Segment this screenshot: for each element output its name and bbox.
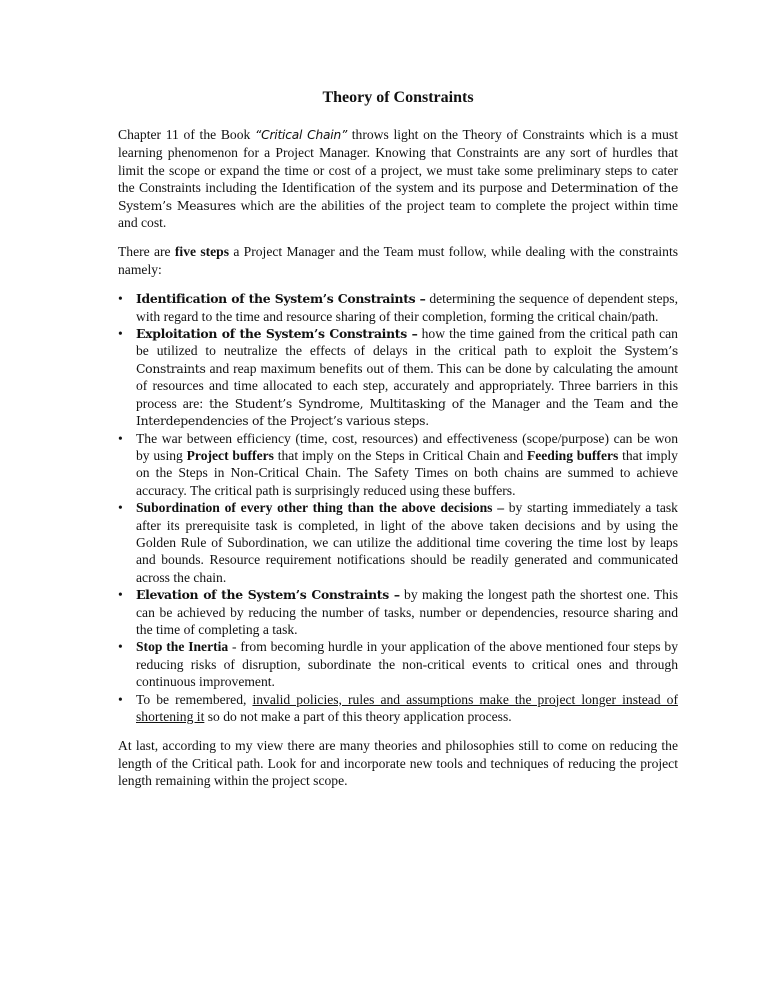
conclusion-paragraph: At last, according to my view there are many theories and philosophies still to come on reducing the length of the Critical path. Look for and incorporate new tools and techniques of reducing the project length remaining within the project scope. [118,738,678,789]
list-item [118,638,678,690]
underlined-warning: invalid policies, rules and assumptions make the project longer instead of shortening it [136,691,679,724]
list-item [118,325,678,429]
system-measures-phrase: Determination of the System’s Measures [118,180,678,213]
intro-text-3: which are the abilities of the project team to complete the project within time and cost. [118,197,678,231]
document-page [118,88,678,802]
bullet-5-heading: Elevation of the System’s Constraints – [136,587,400,603]
project-buffers-bold: Project buffers [186,447,274,463]
list-item [118,586,678,638]
bullet-2-text-2: and reap maximum benefits out of them. This can be done by calculating the amount of resources and time allocated to each step, accurately and appropriately. Three barriers in this process are: [136,360,678,411]
bullet-3-text-3: that imply on the Steps in Non-Critical Chain. The Safety Times on both chains are summed to achieve accuracy. The critical path is surprisingly reduced using these buffers. [136,447,678,498]
feeding-buffers-bold: Feeding buffers [526,447,619,463]
book-title: “Critical Chain” [255,128,348,142]
steps-intro-paragraph [118,243,678,278]
five-steps-bold: five steps [174,244,230,260]
bullet-2-heading: Exploitation of the System’s Constraints – [136,326,418,342]
bullet-2-alt-2: the Student’s Syndrome, Multitasking of [209,395,464,411]
bullet-7-text-2: so do not make a part of this theory application process. [204,709,512,724]
list-item [118,430,678,500]
list-item [118,691,678,726]
bullet-2-alt-3: and the Interdependencies of the Project’s various steps. [136,395,679,429]
bullet-5-text: by making the longest path the shortest one. This can be achieved by reducing the number of tasks, number or dependencies, resource sharing and the time of completing a task. [136,587,678,637]
bullet-4-text: by starting immediately a task after its prerequisite task is completed, in light of the above taken decisions and by using the Golden Rule of Subordination, we can utilize the additional time covering the time lost by leaps and bounds. Resource requirement notifications should be readily generated and communicated across the chain. [136,500,678,585]
bullet-4-heading: Subordination of every other thing than the above decisions – [136,500,504,516]
steps-list [118,290,678,725]
bullet-3-text-2: that imply on the Steps in Critical Chain and [273,447,527,463]
intro-text-2: throws light on the Theory of Constraints which is a must learning phenomenon for a Project Manager. Knowing that Constraints are any sort of hurdles that limit the scope or expand the time or cost of a project, we must take some preliminary steps to cater the Constraints including the Identification of the system and its purpose and [118,127,678,196]
bullet-7-text-1: To be remembered, [136,691,253,707]
list-item [118,290,678,325]
steps-intro-text-2: a Project Manager and the Team must follow, while dealing with the constraints namely: [118,244,679,277]
bullet-2-text-3: the Manager and the Team [463,395,630,411]
bullet-6-heading: Stop the Inertia [136,639,229,655]
intro-paragraph [118,126,678,231]
intro-text-1: Chapter 11 of the Book [118,127,256,142]
document-title: Theory of Constraints [322,89,474,106]
bullet-1-text: determining the sequence of dependent steps, with regard to the time and resource sharing of their completion, forming the critical chain/path. [136,291,678,324]
bullet-6-text: - from becoming hurdle in your application of the above mentioned four steps by reducing risks of disruption, subordinate the non-critical events to critical ones and through continuous improvement. [136,639,678,690]
list-item [118,499,678,586]
bullet-2-text-1: how the time gained from the critical path can be utilized to neutralize the effects of delays in the critical path to exploit the [136,326,678,359]
steps-intro-text-1: There are [118,244,175,260]
bullet-1-heading: Identification of the System’s Constraints – [136,291,426,307]
bullet-2-alt-1: System’s Constraints [136,343,678,376]
bullet-3-text-1: The war between efficiency (time, cost, resources) and effectiveness (scope/purpose) can be won by using [136,430,678,463]
